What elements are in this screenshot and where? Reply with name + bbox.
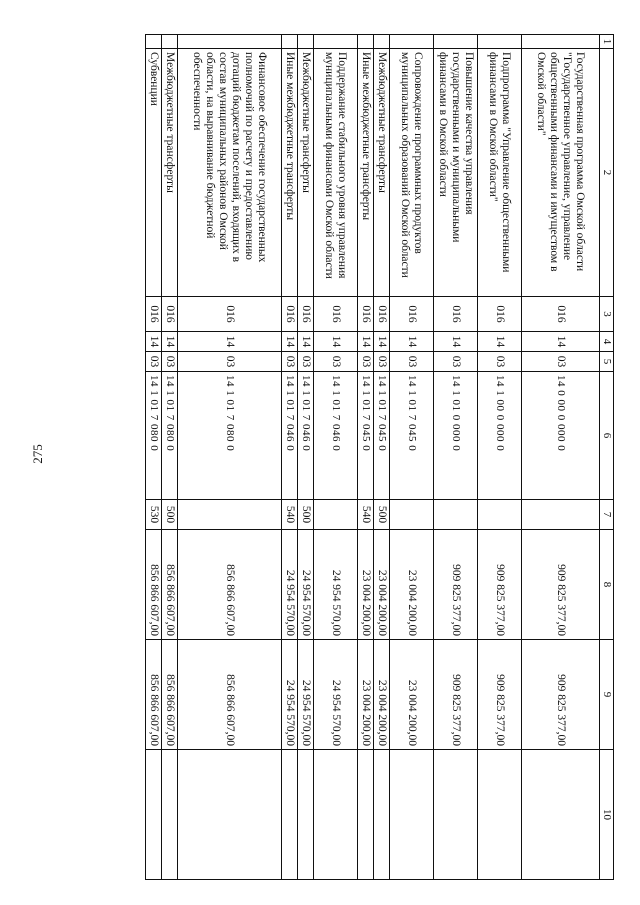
amount-cell: 909 825 377,00 [434, 530, 478, 640]
empty-cell [178, 35, 282, 49]
section-cell: 14 [358, 332, 374, 352]
row-name-cell: Межбюджетные трансферты [162, 49, 178, 297]
row-name-cell: Повышение качества управления государственными и муниципальными финансами в Омской области [434, 49, 478, 297]
row-name-cell: Иные межбюджетные трансферты [358, 49, 374, 297]
admin-code-cell: 016 [390, 297, 434, 332]
row-name-cell: Подпрограмма "Управление общественными финансами в Омской области" [478, 49, 522, 297]
table-row [390, 35, 434, 880]
table-row [522, 35, 600, 880]
section-cell: 14 [298, 332, 314, 352]
admin-code-cell: 016 [162, 297, 178, 332]
subsection-cell: 03 [162, 352, 178, 372]
empty-cell [314, 750, 358, 880]
row-name-cell: Субвенции [146, 49, 162, 297]
subsection-cell: 03 [298, 352, 314, 372]
amount-cell: 909 825 377,00 [522, 530, 600, 640]
empty-cell [314, 35, 358, 49]
expense-type-cell: 500 [374, 500, 390, 530]
expense-type-cell [314, 500, 358, 530]
page-number: 275 [29, 444, 45, 464]
expense-type-cell: 530 [146, 500, 162, 530]
header-cell: 2 [600, 49, 614, 297]
admin-code-cell: 016 [478, 297, 522, 332]
admin-code-cell: 016 [522, 297, 600, 332]
empty-cell [434, 750, 478, 880]
amount-cell: 24 954 570,00 [282, 530, 298, 640]
row-name-cell: Межбюджетные трансферты [374, 49, 390, 297]
empty-cell [298, 35, 314, 49]
subsection-cell: 03 [314, 352, 358, 372]
empty-cell [478, 750, 522, 880]
admin-code-cell: 016 [178, 297, 282, 332]
target-article-cell: 14 1 01 7 080 0 [146, 372, 162, 500]
expense-type-cell: 540 [358, 500, 374, 530]
amount-cell: 856 866 607,00 [178, 640, 282, 750]
expense-type-cell [522, 500, 600, 530]
target-article-cell: 14 1 01 7 045 0 [390, 372, 434, 500]
budget-table [145, 34, 614, 880]
empty-cell [162, 35, 178, 49]
amount-cell: 856 866 607,00 [162, 530, 178, 640]
amount-cell: 24 954 570,00 [282, 640, 298, 750]
amount-cell: 24 954 570,00 [314, 530, 358, 640]
section-cell: 14 [478, 332, 522, 352]
section-cell: 14 [146, 332, 162, 352]
target-article-cell: 14 1 01 7 046 0 [282, 372, 298, 500]
empty-cell [358, 750, 374, 880]
expense-type-cell: 500 [162, 500, 178, 530]
table-row [178, 35, 282, 880]
amount-cell: 856 866 607,00 [162, 640, 178, 750]
empty-cell [374, 35, 390, 49]
target-article-cell: 14 1 00 0 000 0 [478, 372, 522, 500]
header-cell: 9 [600, 640, 614, 750]
admin-code-cell: 016 [434, 297, 478, 332]
target-article-cell: 14 1 01 7 046 0 [298, 372, 314, 500]
amount-cell: 23 004 200,00 [374, 530, 390, 640]
header-cell: 1 [600, 35, 614, 49]
target-article-cell: 14 0 00 0 000 0 [522, 372, 600, 500]
expense-type-cell: 540 [282, 500, 298, 530]
section-cell: 14 [314, 332, 358, 352]
amount-cell: 909 825 377,00 [434, 640, 478, 750]
admin-code-cell: 016 [298, 297, 314, 332]
empty-cell [282, 750, 298, 880]
header-row [600, 35, 614, 880]
subsection-cell: 03 [390, 352, 434, 372]
row-name-cell: Финансовое обеспечение государственных полномочий по расчету и предоставлению дотаций бюджетам поселений, входящих в состав муниципальных районов Омской области, на выравнивание бюджетной обеспеченности [178, 49, 282, 297]
section-cell: 14 [374, 332, 390, 352]
subsection-cell: 03 [178, 352, 282, 372]
expense-type-cell [478, 500, 522, 530]
empty-cell [434, 35, 478, 49]
empty-cell [522, 750, 600, 880]
expense-type-cell [178, 500, 282, 530]
header-cell: 6 [600, 372, 614, 500]
amount-cell: 24 954 570,00 [298, 530, 314, 640]
empty-cell [178, 750, 282, 880]
table-row [146, 35, 162, 880]
target-article-cell: 14 1 01 7 045 0 [374, 372, 390, 500]
header-cell: 8 [600, 530, 614, 640]
row-name-cell: Иные межбюджетные трансферты [282, 49, 298, 297]
table-row [282, 35, 298, 880]
target-article-cell: 14 1 01 7 080 0 [162, 372, 178, 500]
empty-cell [298, 750, 314, 880]
empty-cell [390, 750, 434, 880]
header-cell: 5 [600, 352, 614, 372]
header-cell: 10 [600, 750, 614, 880]
amount-cell: 24 954 570,00 [298, 640, 314, 750]
table-row [374, 35, 390, 880]
empty-cell [478, 35, 522, 49]
amount-cell: 23 004 200,00 [390, 530, 434, 640]
expense-type-cell [434, 500, 478, 530]
budget-table-rotated [64, 34, 614, 879]
empty-cell [162, 750, 178, 880]
subsection-cell: 03 [146, 352, 162, 372]
row-name-cell: Межбюджетные трансферты [298, 49, 314, 297]
empty-cell [522, 35, 600, 49]
section-cell: 14 [522, 332, 600, 352]
target-article-cell: 14 1 01 7 046 0 [314, 372, 358, 500]
amount-cell: 856 866 607,00 [178, 530, 282, 640]
admin-code-cell: 016 [146, 297, 162, 332]
subsection-cell: 03 [478, 352, 522, 372]
target-article-cell: 14 1 01 7 080 0 [178, 372, 282, 500]
header-cell: 4 [600, 332, 614, 352]
expense-type-cell: 500 [298, 500, 314, 530]
amount-cell: 24 954 570,00 [314, 640, 358, 750]
target-article-cell: 14 1 01 7 045 0 [358, 372, 374, 500]
amount-cell: 23 004 200,00 [358, 640, 374, 750]
amount-cell: 23 004 200,00 [374, 640, 390, 750]
section-cell: 14 [390, 332, 434, 352]
row-name-cell: Государственная программа Омской области "Государственное управление, управление общественными финансами и имуществом в Омской области" [522, 49, 600, 297]
admin-code-cell: 016 [314, 297, 358, 332]
empty-cell [390, 35, 434, 49]
empty-cell [282, 35, 298, 49]
table-row [162, 35, 178, 880]
amount-cell: 856 866 607,00 [146, 640, 162, 750]
amount-cell: 909 825 377,00 [478, 530, 522, 640]
expense-type-cell [390, 500, 434, 530]
subsection-cell: 03 [282, 352, 298, 372]
admin-code-cell: 016 [358, 297, 374, 332]
amount-cell: 23 004 200,00 [358, 530, 374, 640]
subsection-cell: 03 [358, 352, 374, 372]
header-cell: 3 [600, 297, 614, 332]
subsection-cell: 03 [522, 352, 600, 372]
target-article-cell: 14 1 01 0 000 0 [434, 372, 478, 500]
header-cell: 7 [600, 500, 614, 530]
admin-code-cell: 016 [374, 297, 390, 332]
empty-cell [358, 35, 374, 49]
row-name-cell: Поддержание стабильного уровня управления муниципальными финансами Омской области [314, 49, 358, 297]
subsection-cell: 03 [434, 352, 478, 372]
section-cell: 14 [162, 332, 178, 352]
amount-cell: 909 825 377,00 [522, 640, 600, 750]
row-name-cell: Сопровождение программных продуктов муниципальных образований Омской области [390, 49, 434, 297]
empty-cell [146, 35, 162, 49]
amount-cell: 909 825 377,00 [478, 640, 522, 750]
table-row [478, 35, 522, 880]
empty-cell [374, 750, 390, 880]
section-cell: 14 [178, 332, 282, 352]
subsection-cell: 03 [374, 352, 390, 372]
admin-code-cell: 016 [282, 297, 298, 332]
empty-cell [146, 750, 162, 880]
table-row [434, 35, 478, 880]
table-row [314, 35, 358, 880]
section-cell: 14 [434, 332, 478, 352]
amount-cell: 856 866 607,00 [146, 530, 162, 640]
table-row [358, 35, 374, 880]
table-row [298, 35, 314, 880]
amount-cell: 23 004 200,00 [390, 640, 434, 750]
section-cell: 14 [282, 332, 298, 352]
